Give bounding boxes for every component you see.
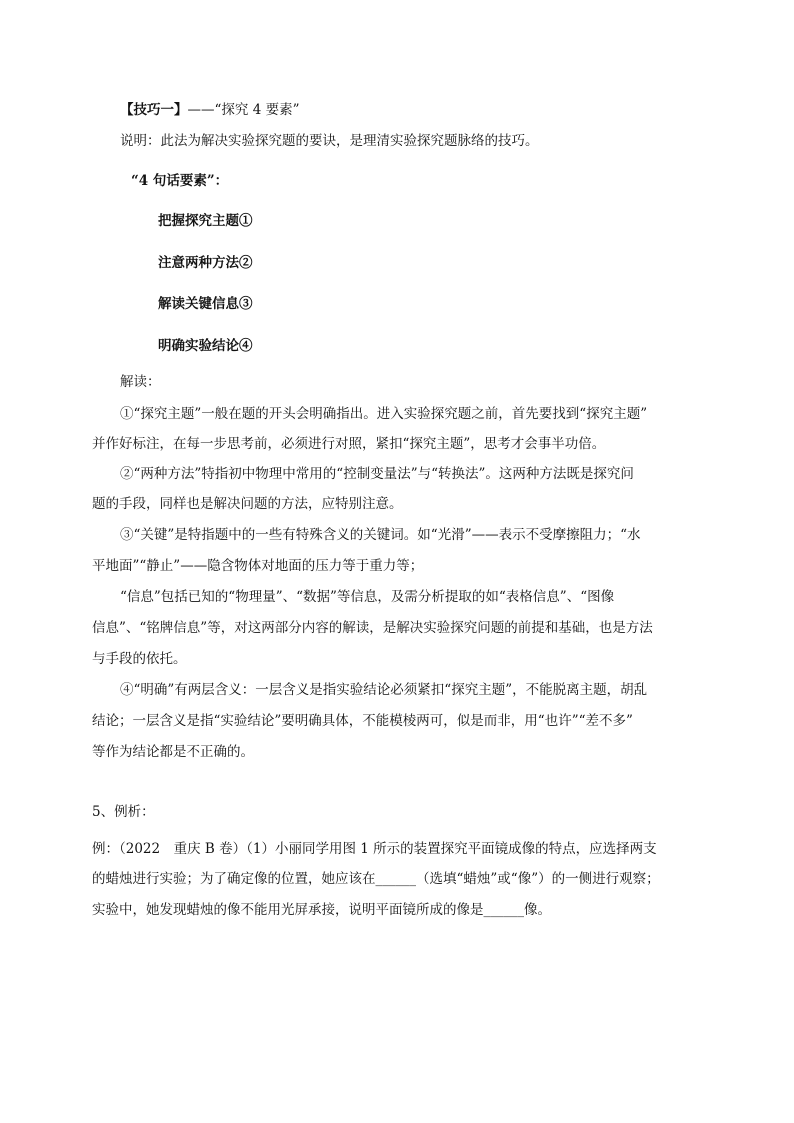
paragraph-line: “信息”包括已知的“物理量”、“数据”等信息，及需分析提取的如“表格信息”、“图像 xyxy=(120,589,615,605)
example-line: 实验中，她发现蜡烛的像不能用光屏承接，说明平面镜所成的像是______像。 xyxy=(92,902,551,918)
example-line: 的蜡烛进行实验；为了确定像的位置，她应该在______（选填“蜡烛”或“像”）的一侧进行观察； xyxy=(92,871,660,887)
element-item: 解读关键信息③ xyxy=(158,296,253,312)
tip-heading-rest: ——“探究 4 要素” xyxy=(187,102,300,118)
element-item: 注意两种方法② xyxy=(158,255,253,271)
paragraph-line: 题的手段，同样也是解决问题的方法，应特别注意。 xyxy=(92,496,403,512)
paragraph-line: ④“明确”有两层含义：一层含义是指实验结论必须紧扣“探究主题”，不能脱离主题，胡乱 xyxy=(120,682,648,698)
paragraph-line: 平地面”“静止”——隐含物体对地面的压力等于重力等； xyxy=(92,558,424,574)
element-item: 明确实验结论④ xyxy=(158,338,253,354)
paragraph-line: ①“探究主题”一般在题的开头会明确指出。进入实验探究题之前，首先要找到“探究主题” xyxy=(120,406,648,422)
example-line: 例：（2022 重庆 B 卷）（1）小丽同学用图 1 所示的装置探究平面镜成像的特点，应选择两支 xyxy=(92,841,657,857)
paragraph-line: 并作好标注，在每一步思考前，必须进行对照，紧扣“探究主题”，思考才会事半功倍。 xyxy=(92,436,606,452)
paragraph-line: 与手段的依托。 xyxy=(92,651,187,667)
paragraph-line: 结论；一层含义是指“实验结论”要明确具体，不能模棱两可，似是而非，用“也许”“差不多” xyxy=(92,713,633,729)
paragraph-line: ②“两种方法”特指初中物理中常用的“控制变量法”与“转换法”。这两种方法既是探究问 xyxy=(120,466,634,482)
interpret-label: 解读： xyxy=(120,374,161,390)
tip-note: 说明：此法为解决实验探究题的要诀，是理清实验探究题脉络的技巧。 xyxy=(120,133,539,149)
paragraph-line: 信息”、“铭牌信息”等，对这两部分内容的解读，是解决实验探究问题的前提和基础，也是方法 xyxy=(92,620,653,636)
paragraph-line: ③“关键”是特指题中的一些有特殊含义的关键词。如“光滑”——表示不受摩擦阻力；“水 xyxy=(120,527,641,543)
section-title: 5、例析： xyxy=(92,804,155,820)
tip-heading xyxy=(120,100,299,120)
four-elements-title: “4 句话要素”： xyxy=(131,173,229,189)
paragraph-line: 等作为结论都是不正确的。 xyxy=(92,744,254,760)
tip-heading-bracket: 【技巧一】 xyxy=(120,102,188,118)
element-item: 把握探究主题① xyxy=(158,213,253,229)
